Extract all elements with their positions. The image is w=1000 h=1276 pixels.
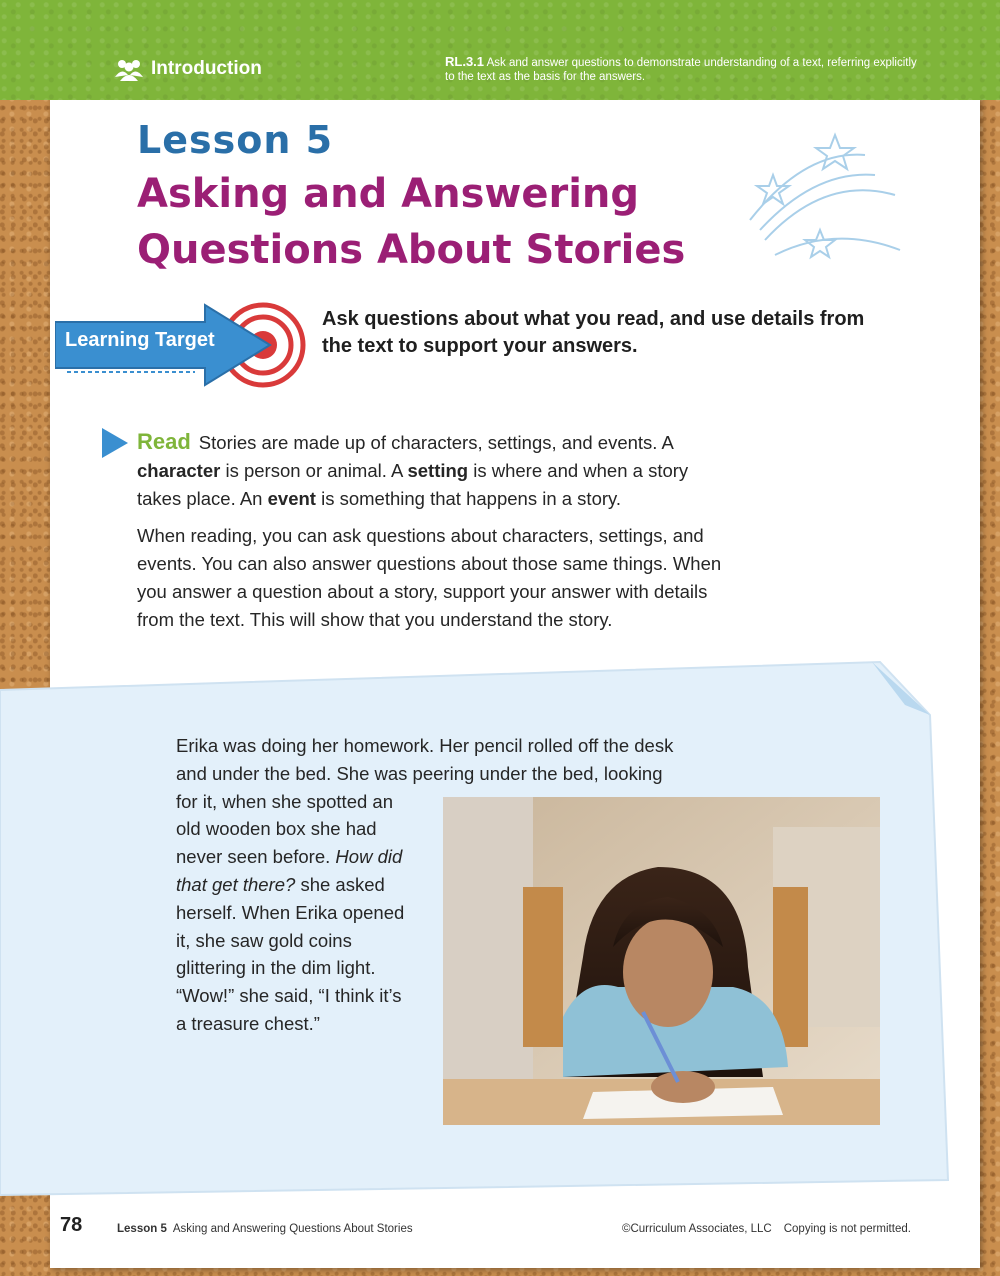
learning-target-label: Learning Target (65, 329, 215, 351)
learning-target-text: Ask questions about what you read, and use details from the text to support your answers. (322, 308, 865, 357)
story-line: glittering in the dim light. (176, 957, 376, 979)
lesson-title-line1: Asking and Answering (137, 171, 640, 217)
lesson-title (137, 166, 737, 278)
people-icon (115, 57, 143, 81)
footer-lesson (117, 1223, 413, 1235)
standard-text: Ask and answer questions to demonstrate understanding of a text, referring explicitly to the text as the basis for the answers. (445, 57, 917, 83)
header-bar (0, 0, 1000, 100)
story-italic-text: that get there? (176, 873, 296, 895)
story-line: herself. When Erika opened (176, 901, 405, 923)
copyright-text: ©Curriculum Associates, LLC (622, 1223, 772, 1235)
footer-copyright (622, 1223, 911, 1235)
shooting-stars-decoration (745, 130, 910, 280)
story-line: it, she saw gold coins (176, 929, 352, 951)
story-text: she asked (295, 873, 385, 895)
story-line: a treasure chest.” (176, 1012, 320, 1034)
read-label: Read (137, 429, 191, 454)
footer-lesson-title: Asking and Answering Questions About Stories (172, 1223, 413, 1235)
story-line: and under the bed. She was peering under the bed, looking (176, 762, 663, 784)
story-line: for it, when she spotted an (176, 790, 393, 812)
read-text: is something that happens in a story. (315, 488, 622, 509)
footer-lesson-label: Lesson 5 (117, 1223, 167, 1235)
story-text: never seen before. (176, 846, 336, 868)
standard-code: RL.3.1 (445, 54, 485, 69)
read-text: is where and when a story takes place. An (137, 460, 689, 509)
page-number: 78 (60, 1214, 83, 1236)
copy-notice: Copying is not permitted. (783, 1223, 911, 1235)
play-arrow-icon (102, 428, 128, 458)
lesson-number: Lesson 5 (137, 118, 334, 162)
term-character: character (137, 460, 221, 481)
lesson-title-line2: Questions About Stories (137, 227, 686, 273)
read-text: Stories are made up of characters, settings, and events. A (198, 432, 673, 453)
section-label (115, 55, 262, 83)
story-italic-text: How did (335, 846, 403, 868)
story-line: old wooden box she had (176, 818, 377, 840)
read-paragraph-2: When reading, you can ask questions about characters, settings, and events. You can also answer questions about those same things. When you answer a question about a story, support your answer with details from the text. This will show that you understand the story. (137, 525, 722, 630)
standard-description (445, 55, 925, 84)
section-label-text: Introduction (151, 58, 262, 79)
term-event: event (267, 488, 316, 509)
girl-doing-homework-photo (443, 797, 880, 1125)
story-line: “Wow!” she said, “I think it’s (176, 985, 402, 1007)
story-line: Erika was doing her homework. Her pencil rolled off the desk (176, 735, 674, 756)
term-setting: setting (407, 460, 469, 481)
read-paragraph-1 (137, 428, 727, 513)
read-text: is person or animal. A (220, 460, 408, 481)
